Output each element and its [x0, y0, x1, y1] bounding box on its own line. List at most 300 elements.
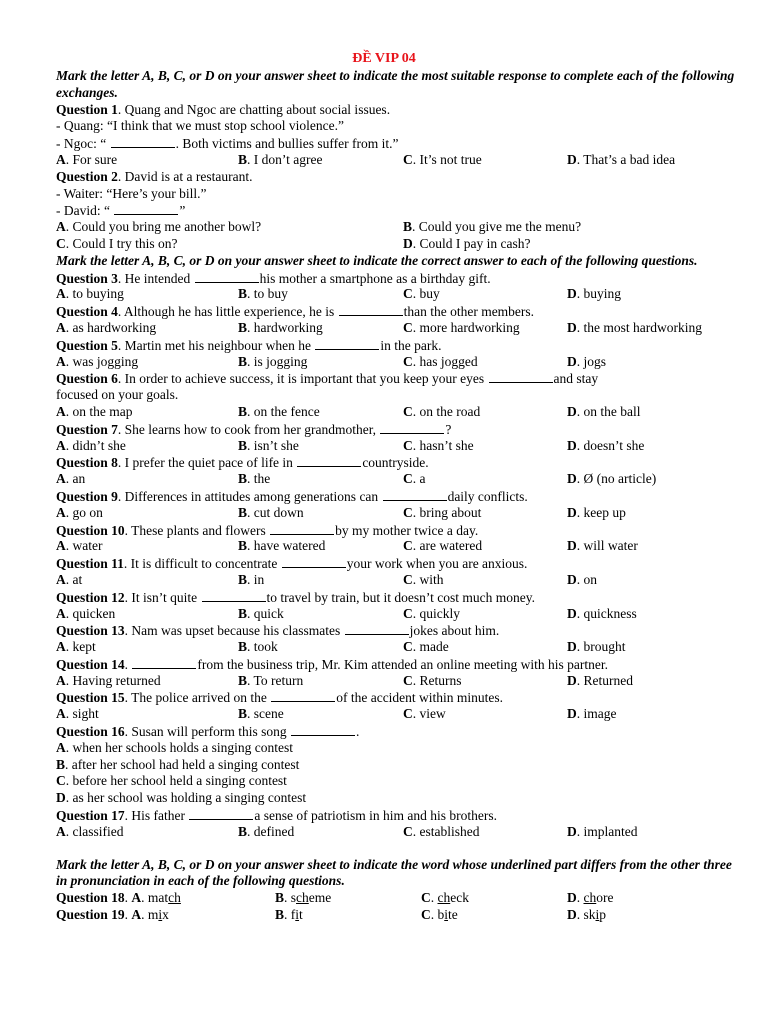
- instruction-questions: Mark the letter A, B, C, or D on your answer sheet to indicate the correct answer to each of the following questions.: [56, 252, 698, 268]
- question-text: your work when you are anxious.: [346, 556, 528, 572]
- option-letter: C: [403, 319, 413, 335]
- option-text: after her school had held a singing contest: [71, 756, 300, 772]
- option-c[interactable]: C. bite: [421, 907, 458, 923]
- option-a[interactable]: A. go on: [56, 504, 103, 520]
- option-text: brought: [583, 639, 626, 655]
- answer-blank: [291, 723, 355, 736]
- question-10: [56, 522, 736, 539]
- underlined-part: i: [595, 907, 600, 923]
- question-text: .: [356, 724, 360, 740]
- option-text: buy: [419, 286, 440, 302]
- option-letter: D: [56, 790, 66, 806]
- question-label: Question 11: [56, 556, 124, 572]
- option-letter: B: [275, 890, 285, 906]
- option-text: quickly: [419, 605, 460, 621]
- option-text: before her school held a singing contest: [72, 773, 287, 789]
- option-c[interactable]: C. established: [403, 823, 480, 839]
- options-row: [56, 320, 736, 337]
- option-letter: B: [238, 471, 248, 487]
- question-text: ?: [445, 421, 452, 437]
- option-letter: D: [567, 639, 577, 655]
- option-text: doesn’t she: [583, 437, 645, 453]
- question-12: [56, 589, 736, 606]
- options-row: [56, 606, 736, 623]
- option-text: quicken: [72, 605, 116, 621]
- option-letter: D: [567, 353, 577, 369]
- option-letter: C: [403, 823, 413, 839]
- option-text: are watered: [419, 538, 483, 554]
- underlined-part: ch: [296, 890, 309, 906]
- question-label: Question 12: [56, 589, 125, 605]
- question-2: [56, 169, 736, 186]
- option-a[interactable]: A. at: [56, 571, 83, 587]
- option-d[interactable]: D. image: [567, 706, 617, 722]
- option-b[interactable]: B. fit: [275, 907, 303, 923]
- question-text: to travel by train, but it doesn’t cost much money.: [266, 589, 535, 605]
- option-a[interactable]: A. For sure: [56, 151, 118, 167]
- option-text: took: [253, 639, 278, 655]
- option-text: keep up: [583, 504, 626, 520]
- word-part: eck: [450, 890, 469, 906]
- option-text: quick: [253, 605, 284, 621]
- answer-blank: [271, 689, 335, 702]
- underlined-part: i: [444, 907, 449, 923]
- question-text: by my mother twice a day.: [335, 522, 479, 538]
- answer-blank: [380, 421, 444, 434]
- question-text: his mother a smartphone as a birthday gift.: [259, 270, 491, 286]
- question-text: countryside.: [362, 455, 429, 471]
- option-letter: D: [567, 319, 577, 335]
- option-letter: D: [567, 706, 577, 722]
- question-1: [56, 102, 736, 119]
- option-c[interactable]: C. on the road: [403, 403, 481, 419]
- answer-blank: [489, 370, 553, 383]
- option-letter: C: [403, 605, 413, 621]
- question-label: Question 18: [56, 890, 125, 906]
- option-text: as her school was holding a singing contest: [72, 790, 307, 806]
- option-text: go on: [72, 504, 103, 520]
- underlined-part: i: [295, 907, 300, 923]
- option-letter: D: [567, 823, 577, 839]
- options-row: [56, 438, 736, 455]
- option-b[interactable]: B. have watered: [238, 538, 326, 554]
- option-b[interactable]: B. To return: [238, 672, 304, 688]
- option-c[interactable]: C. buy: [403, 286, 440, 302]
- option-c[interactable]: C. It’s not true: [403, 151, 482, 167]
- option-d[interactable]: D. as her school was holding a singing contest: [56, 790, 307, 806]
- option-b[interactable]: B. cut down: [238, 504, 304, 520]
- word-part: b: [437, 907, 445, 923]
- option-letter: C: [403, 437, 413, 453]
- question-8: [56, 454, 736, 471]
- question-text: . Although he has little experience, he is: [117, 304, 338, 320]
- option-letter: A: [56, 471, 66, 487]
- question-text: than the other members.: [403, 304, 535, 320]
- option-letter: C: [403, 353, 413, 369]
- option-letter: A: [56, 605, 66, 621]
- option-letter: A: [56, 672, 66, 688]
- option-a[interactable]: A. match: [131, 890, 181, 906]
- question-stem: . David is at a restaurant.: [117, 168, 253, 184]
- option-text: Returned: [583, 672, 633, 688]
- question-label: Question 2: [56, 168, 118, 184]
- option-letter: B: [238, 353, 248, 369]
- option-a[interactable]: A. to buying: [56, 286, 124, 302]
- option-letter: A: [56, 437, 66, 453]
- dialogue-line: [56, 135, 736, 152]
- dialogue-text: - David: “: [56, 203, 114, 219]
- word-part: mat: [147, 890, 169, 906]
- question-label: Question 3: [56, 270, 118, 286]
- exam-content: [56, 68, 736, 924]
- option-c[interactable]: C. with: [403, 571, 444, 587]
- question-text: . Nam was upset because his classmates: [124, 623, 344, 639]
- options-row: [56, 236, 736, 253]
- option-letter: B: [238, 672, 248, 688]
- dialogue-text: ”: [179, 203, 186, 219]
- option-text: classified: [72, 823, 124, 839]
- option-text: Having returned: [72, 672, 161, 688]
- option-text: To return: [253, 672, 304, 688]
- option-letter: C: [403, 286, 413, 302]
- question-3: [56, 270, 736, 287]
- option-b[interactable]: B. in: [238, 571, 265, 587]
- option-letter: B: [238, 639, 248, 655]
- option-a[interactable]: A. as hardworking: [56, 319, 157, 335]
- option-a[interactable]: A. classified: [56, 823, 124, 839]
- answer-blank: [189, 807, 253, 820]
- word-part: te: [448, 907, 458, 923]
- question-text: . He intended: [117, 270, 194, 286]
- option-text: jogs: [583, 353, 607, 369]
- option-text: is jogging: [253, 353, 308, 369]
- option-text: at: [72, 571, 83, 587]
- option-letter: A: [56, 403, 66, 419]
- option-letter: B: [56, 756, 66, 772]
- question-text: in the park.: [380, 337, 442, 353]
- option-c[interactable]: C. check: [421, 890, 469, 906]
- question-label: Question 6: [56, 371, 118, 387]
- question-text: .: [124, 656, 132, 672]
- question-label: Question 15: [56, 690, 125, 706]
- option-letter: B: [238, 538, 248, 554]
- option-text: defined: [253, 823, 295, 839]
- dialogue-line: - Quang: “I think that we must stop school violence.”: [56, 118, 344, 134]
- option-c[interactable]: C. before her school held a singing contest: [56, 773, 287, 789]
- answer-blank: [383, 488, 447, 501]
- option-c[interactable]: C. Could I try this on?: [56, 235, 178, 251]
- underlined-part: i: [158, 907, 163, 923]
- option-b[interactable]: B. after her school had held a singing contest: [56, 756, 300, 772]
- option-letter: D: [567, 403, 577, 419]
- option-text: image: [583, 706, 617, 722]
- option-d[interactable]: D. Ø (no article): [567, 471, 657, 487]
- option-a[interactable]: A. Having returned: [56, 672, 161, 688]
- option-b[interactable]: B. I don’t agree: [238, 151, 323, 167]
- option-b[interactable]: B. quick: [238, 605, 284, 621]
- option-letter: C: [403, 538, 413, 554]
- option-letter: A: [56, 823, 66, 839]
- option-b[interactable]: B. scene: [238, 706, 284, 722]
- option-d[interactable]: D. buying: [567, 286, 622, 302]
- option-letter: C: [403, 571, 413, 587]
- option-text: Ø (no article): [583, 471, 657, 487]
- option-b[interactable]: B. is jogging: [238, 353, 308, 369]
- option-d[interactable]: D. on the ball: [567, 403, 641, 419]
- question-text: . His father: [124, 808, 189, 824]
- option-d[interactable]: D. jogs: [567, 353, 607, 369]
- answer-blank: [114, 202, 178, 215]
- option-c[interactable]: C. are watered: [403, 538, 483, 554]
- option-c[interactable]: C. made: [403, 639, 449, 655]
- option-d[interactable]: D. Could I pay in cash?: [403, 235, 531, 251]
- option-d[interactable]: D. implanted: [567, 823, 638, 839]
- option-letter: C: [421, 907, 431, 923]
- options-row: [56, 639, 736, 656]
- option-letter: A: [56, 571, 66, 587]
- option-text: an: [72, 471, 86, 487]
- option-letter: B: [238, 571, 248, 587]
- option-d[interactable]: D. Returned: [567, 672, 633, 688]
- option-letter: C: [403, 706, 413, 722]
- option-text: with: [419, 571, 444, 587]
- question-text: . Martin met his neighbour when he: [117, 337, 315, 353]
- underlined-part: ch: [168, 890, 181, 906]
- option-b[interactable]: B. hardworking: [238, 319, 323, 335]
- option-text: bring about: [419, 504, 482, 520]
- option-d[interactable]: D. That’s a bad idea: [567, 151, 676, 167]
- answer-blank: [202, 589, 266, 602]
- option-letter: A: [56, 504, 66, 520]
- answer-blank: [270, 522, 334, 535]
- question-label: Question 1: [56, 101, 118, 117]
- question-label: Question 10: [56, 522, 125, 538]
- option-letter: B: [275, 907, 285, 923]
- question-text: . It isn’t quite: [124, 589, 201, 605]
- option-text: when her schools holds a singing contest: [72, 739, 293, 755]
- option-letter: A: [56, 319, 66, 335]
- question-text: . Susan will perform this song: [124, 724, 291, 740]
- option-letter: D: [567, 286, 577, 302]
- answer-blank: [132, 656, 196, 669]
- option-c[interactable]: C. a: [403, 471, 426, 487]
- dialogue-text: - Ngoc: “: [56, 136, 110, 152]
- word-part: s: [290, 890, 297, 906]
- question-label: Question 13: [56, 623, 125, 639]
- word-part: p: [599, 907, 607, 923]
- underlined-part: ch: [583, 890, 597, 906]
- option-letter: B: [238, 706, 248, 722]
- option-d[interactable]: D. brought: [567, 639, 626, 655]
- question-text: . These plants and flowers: [124, 522, 270, 538]
- option-b[interactable]: B. to buy: [238, 286, 288, 302]
- option-letter: D: [567, 890, 577, 906]
- option-text: on the road: [419, 403, 481, 419]
- mcq-list: [56, 270, 736, 841]
- question-11: [56, 555, 736, 572]
- question-label-wrap: Question 18. A. match: [56, 890, 181, 906]
- word-part: t: [299, 907, 303, 923]
- word-part: sk: [583, 907, 596, 923]
- option-letter: B: [238, 286, 248, 302]
- option-text: isn’t she: [253, 437, 299, 453]
- question-13: [56, 622, 736, 639]
- option-d[interactable]: D. skip: [567, 907, 607, 923]
- question-stem: . Quang and Ngoc are chatting about social issues.: [117, 101, 391, 117]
- option-letter: C: [421, 890, 431, 906]
- question-9: [56, 488, 736, 505]
- question-label: Question 8: [56, 455, 118, 471]
- question-6: [56, 370, 736, 387]
- options-row: [56, 538, 736, 555]
- option-text: cut down: [253, 504, 304, 520]
- option-text: have watered: [253, 538, 326, 554]
- option-letter: A: [56, 353, 66, 369]
- options-row: [56, 572, 736, 589]
- option-text: quickness: [583, 605, 637, 621]
- answer-blank: [297, 454, 361, 467]
- word-part: x: [162, 907, 169, 923]
- option-letter: C: [403, 639, 413, 655]
- option-text: water: [72, 538, 103, 554]
- option-b[interactable]: B. Could you give me the menu?: [403, 219, 582, 235]
- question-text: a sense of patriotism in him and his brothers.: [254, 808, 497, 824]
- option-d[interactable]: D. on: [567, 571, 597, 587]
- option-letter: C: [56, 773, 66, 789]
- option-b[interactable]: B. on the fence: [238, 403, 320, 419]
- option-text: buying: [583, 286, 622, 302]
- option-text: on the map: [72, 403, 133, 419]
- exam-title: ĐỀ VIP 04: [352, 51, 416, 66]
- option-a[interactable]: A. Could you bring me another bowl?: [56, 219, 262, 235]
- option-d[interactable]: D. doesn’t she: [567, 437, 645, 453]
- option-text: on the ball: [583, 403, 641, 419]
- option-c[interactable]: C. more hardworking: [403, 319, 520, 335]
- option-text: will water: [583, 538, 638, 554]
- option-text: hardworking: [253, 319, 323, 335]
- option-letter: D: [567, 504, 577, 520]
- option-letter: C: [403, 471, 413, 487]
- option-letter: C: [403, 403, 413, 419]
- answer-blank: [195, 270, 259, 283]
- option-c[interactable]: C. view: [403, 706, 446, 722]
- option-c[interactable]: C. bring about: [403, 504, 482, 520]
- option-letter: A: [56, 706, 66, 722]
- option-letter: A: [56, 286, 66, 302]
- answer-blank: [345, 622, 409, 635]
- question-text: jokes about him.: [409, 623, 500, 639]
- options-row: [56, 354, 736, 371]
- option-a[interactable]: A. was jogging: [56, 353, 139, 369]
- question-text: . I prefer the quiet pace of life in: [117, 455, 297, 471]
- option-d[interactable]: D. chore: [567, 890, 614, 906]
- option-d[interactable]: D. will water: [567, 538, 638, 554]
- option-letter: B: [238, 823, 248, 839]
- option-a[interactable]: A. water: [56, 538, 103, 554]
- option-c[interactable]: C. hasn’t she: [403, 437, 474, 453]
- option-text: on the fence: [253, 403, 320, 419]
- question-text: . In order to achieve success, it is important that you keep your eyes: [117, 371, 488, 387]
- answer-blank: [339, 303, 403, 316]
- option-letter: D: [567, 538, 577, 554]
- question-label: Question 7: [56, 421, 118, 437]
- option-b[interactable]: B. took: [238, 639, 278, 655]
- option-letter: A: [131, 907, 142, 923]
- option-a[interactable]: A. on the map: [56, 403, 133, 419]
- option-text: on: [583, 571, 597, 587]
- options-row: [56, 286, 736, 303]
- question-label: Question 5: [56, 337, 118, 353]
- options-row: [56, 471, 736, 488]
- question-17: [56, 807, 736, 824]
- underlined-part: ch: [437, 890, 451, 906]
- word-part: f: [290, 907, 296, 923]
- options-row: [56, 673, 736, 690]
- question-label: Question 14: [56, 656, 125, 672]
- option-text: Returns: [419, 672, 462, 688]
- word-part: m: [147, 907, 159, 923]
- option-b[interactable]: B. scheme: [275, 890, 332, 906]
- option-b[interactable]: B. defined: [238, 823, 295, 839]
- options-row: [56, 505, 736, 522]
- question-4: [56, 303, 736, 320]
- option-letter: B: [238, 403, 248, 419]
- question-text: . It is difficult to concentrate: [123, 556, 281, 572]
- question-text: . Differences in attitudes among generations can: [117, 488, 382, 504]
- word-part: eme: [308, 890, 332, 906]
- option-c[interactable]: C. Returns: [403, 672, 462, 688]
- options-row: [56, 152, 736, 169]
- option-a[interactable]: A. an: [56, 471, 86, 487]
- question-label: Question 17: [56, 808, 125, 824]
- question-text: . The police arrived on the: [124, 690, 271, 706]
- option-letter: C: [403, 504, 413, 520]
- option-letter: D: [567, 672, 577, 688]
- question-label: Question 4: [56, 304, 118, 320]
- option-c[interactable]: C. has jogged: [403, 353, 478, 369]
- option-text: to buy: [253, 286, 288, 302]
- option-a[interactable]: A. didn’t she: [56, 437, 126, 453]
- option-b[interactable]: B. the: [238, 471, 271, 487]
- option-letter: A: [131, 890, 142, 906]
- instruction-exchanges: Mark the letter A, B, C, or D on your answer sheet to indicate the most suitable response to complete each of the following exchanges.: [56, 68, 735, 100]
- question-label: Question 19: [56, 907, 125, 923]
- option-letter: B: [238, 504, 248, 520]
- question-text: from the business trip, Mr. Kim attended an online meeting with his partner.: [197, 656, 608, 672]
- option-d[interactable]: D. keep up: [567, 504, 626, 520]
- option-d[interactable]: D. quickness: [567, 605, 637, 621]
- option-a[interactable]: A. quicken: [56, 605, 116, 621]
- option-a[interactable]: A. mix: [131, 907, 169, 923]
- option-text: scene: [253, 706, 284, 722]
- option-letter: D: [567, 437, 577, 453]
- option-letter: D: [567, 471, 577, 487]
- option-c[interactable]: C. quickly: [403, 605, 460, 621]
- option-a[interactable]: A. sight: [56, 706, 99, 722]
- option-a[interactable]: A. when her schools holds a singing contest: [56, 739, 293, 755]
- option-letter: C: [403, 672, 413, 688]
- answer-blank: [111, 135, 175, 148]
- question-continuation: focused on your goals.: [56, 387, 179, 403]
- option-letter: B: [238, 605, 248, 621]
- option-text: has jogged: [419, 353, 478, 369]
- option-a[interactable]: A. kept: [56, 639, 96, 655]
- question-18: [56, 890, 736, 907]
- option-b[interactable]: B. isn’t she: [238, 437, 299, 453]
- option-d[interactable]: D. the most hardworking: [567, 319, 702, 335]
- question-label: Question 9: [56, 488, 118, 504]
- question-15: [56, 689, 736, 706]
